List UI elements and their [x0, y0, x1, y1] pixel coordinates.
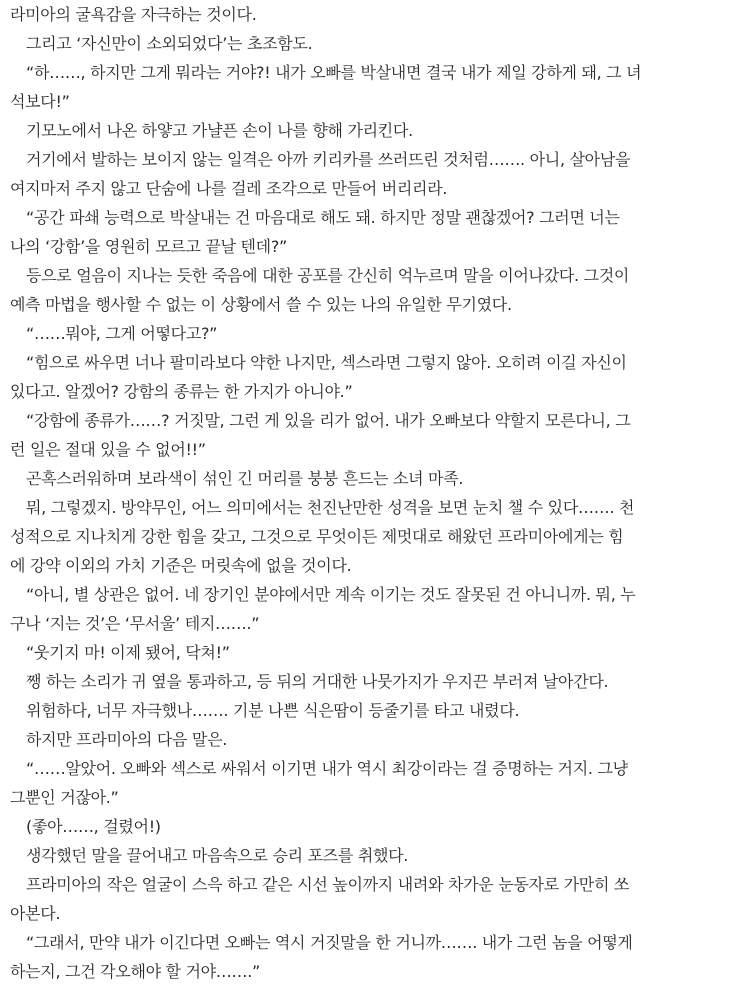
- text-line: 그뿐인 거잖아.”: [10, 788, 119, 807]
- text-line: 쨍 하는 소리가 귀 옆을 통과하고, 등 뒤의 거대한 나뭇가지가 우지끈 부러져 날아간다.: [26, 672, 609, 691]
- text-line: 위험하다, 너무 자극했나……. 기분 나쁜 식은땀이 등줄기를 타고 내렸다.: [26, 701, 520, 720]
- text-line: (좋아……, 걸렸어!): [26, 817, 161, 836]
- text-line: 런 일은 절대 있을 수 없어!!”: [10, 440, 206, 459]
- text-line: 있다고. 알겠어? 강함의 종류는 한 가지가 아니야.”: [10, 382, 353, 401]
- text-line: 하는지, 그건 각오해야 할 거야…….”: [10, 962, 260, 981]
- text-line: 프라미아의 작은 얼굴이 스윽 하고 같은 시선 높이까지 내려와 차가운 눈동자로 가만히 쏘: [26, 875, 630, 894]
- text-line: 하지만 프라미아의 다음 말은.: [26, 730, 228, 749]
- text-line: 거기에서 발하는 보이지 않는 일격은 아까 키리카를 쓰러뜨린 것처럼……. 아니, 살아남을: [26, 150, 631, 169]
- text-line: 구나 ‘지는 것’은 ‘무서울’ 테지…….”: [10, 614, 260, 633]
- text-line: “힘으로 싸우면 너나 팔미라보다 약한 나지만, 섹스라면 그렇지 않아. 오히려 이길 자신이: [26, 353, 627, 372]
- text-line: 곤혹스러워하며 보라색이 섞인 긴 머리를 붕붕 흔드는 소녀 마족.: [26, 469, 464, 488]
- text-line: 기모노에서 나온 하얗고 가냘픈 손이 나를 향해 가리킨다.: [26, 121, 413, 140]
- text-line: 예측 마법을 행사할 수 없는 이 상황에서 쓸 수 있는 나의 유일한 무기였다.: [10, 295, 512, 314]
- text-line: 에 강약 이외의 가치 기준은 머릿속에 없을 것이다.: [10, 556, 352, 575]
- text-line: 생각했던 말을 끌어내고 마음속으로 승리 포즈를 취했다.: [26, 846, 409, 865]
- text-line: 아본다.: [10, 904, 61, 923]
- text-line: “그래서, 만약 내가 이긴다면 오빠는 역시 거짓말을 한 거니까……. 내가 그런 놈을 어떻게: [26, 933, 633, 952]
- text-line: “공간 파쇄 능력으로 박살내는 건 마음대로 해도 돼. 하지만 정말 괜찮겠어? 그러면 너는: [26, 208, 620, 227]
- text-line: 성적으로 지나치게 강한 힘을 갖고, 그것으로 무엇이든 제멋대로 해왔던 프라미아에게는 힘: [10, 527, 624, 546]
- text-line: “……뭐야, 그게 어떻다고?”: [26, 324, 218, 343]
- text-line: “하……, 하지만 그게 뭐라는 거야?! 내가 오빠를 박살내면 결국 내가 제일 강하게 돼, 그 녀: [26, 63, 642, 82]
- text-line: 그리고 ‘자신만이 소외되었다’는 초조함도.: [26, 34, 313, 53]
- text-line: “아니, 별 상관은 없어. 네 장기인 분야에서만 계속 이기는 것도 잘못된 건 아니니까. 뭐, 누: [26, 585, 636, 604]
- text-line: 나의 ‘강함’을 영원히 모르고 끝날 텐데?”: [10, 237, 288, 256]
- novel-text: [10, 0, 730, 986]
- text-line: “강함에 종류가……? 거짓말, 그런 게 있을 리가 없어. 내가 오빠보다 약할지 모른다니, 그: [26, 411, 631, 430]
- text-line: 여지마저 주지 않고 단숨에 나를 걸레 조각으로 만들어 버리리라.: [10, 179, 448, 198]
- text-line: “웃기지 마! 이제 됐어, 닥쳐!”: [26, 643, 230, 662]
- text-line: 석보다!”: [10, 92, 70, 111]
- text-line: 라미아의 굴욕감을 자극하는 것이다.: [10, 5, 257, 24]
- text-line: “……알았어. 오빠와 섹스로 싸워서 이기면 내가 역시 최강이라는 걸 증명하는 거지. 그냥: [26, 759, 628, 778]
- text-line: 뭐, 그렇겠지. 방약무인, 어느 의미에서는 천진난만한 성격을 보면 눈치 챌 수 있다……. 천: [26, 498, 635, 517]
- text-line: 등으로 얼음이 지나는 듯한 죽음에 대한 공포를 간신히 억누르며 말을 이어나갔다. 그것이: [26, 266, 630, 285]
